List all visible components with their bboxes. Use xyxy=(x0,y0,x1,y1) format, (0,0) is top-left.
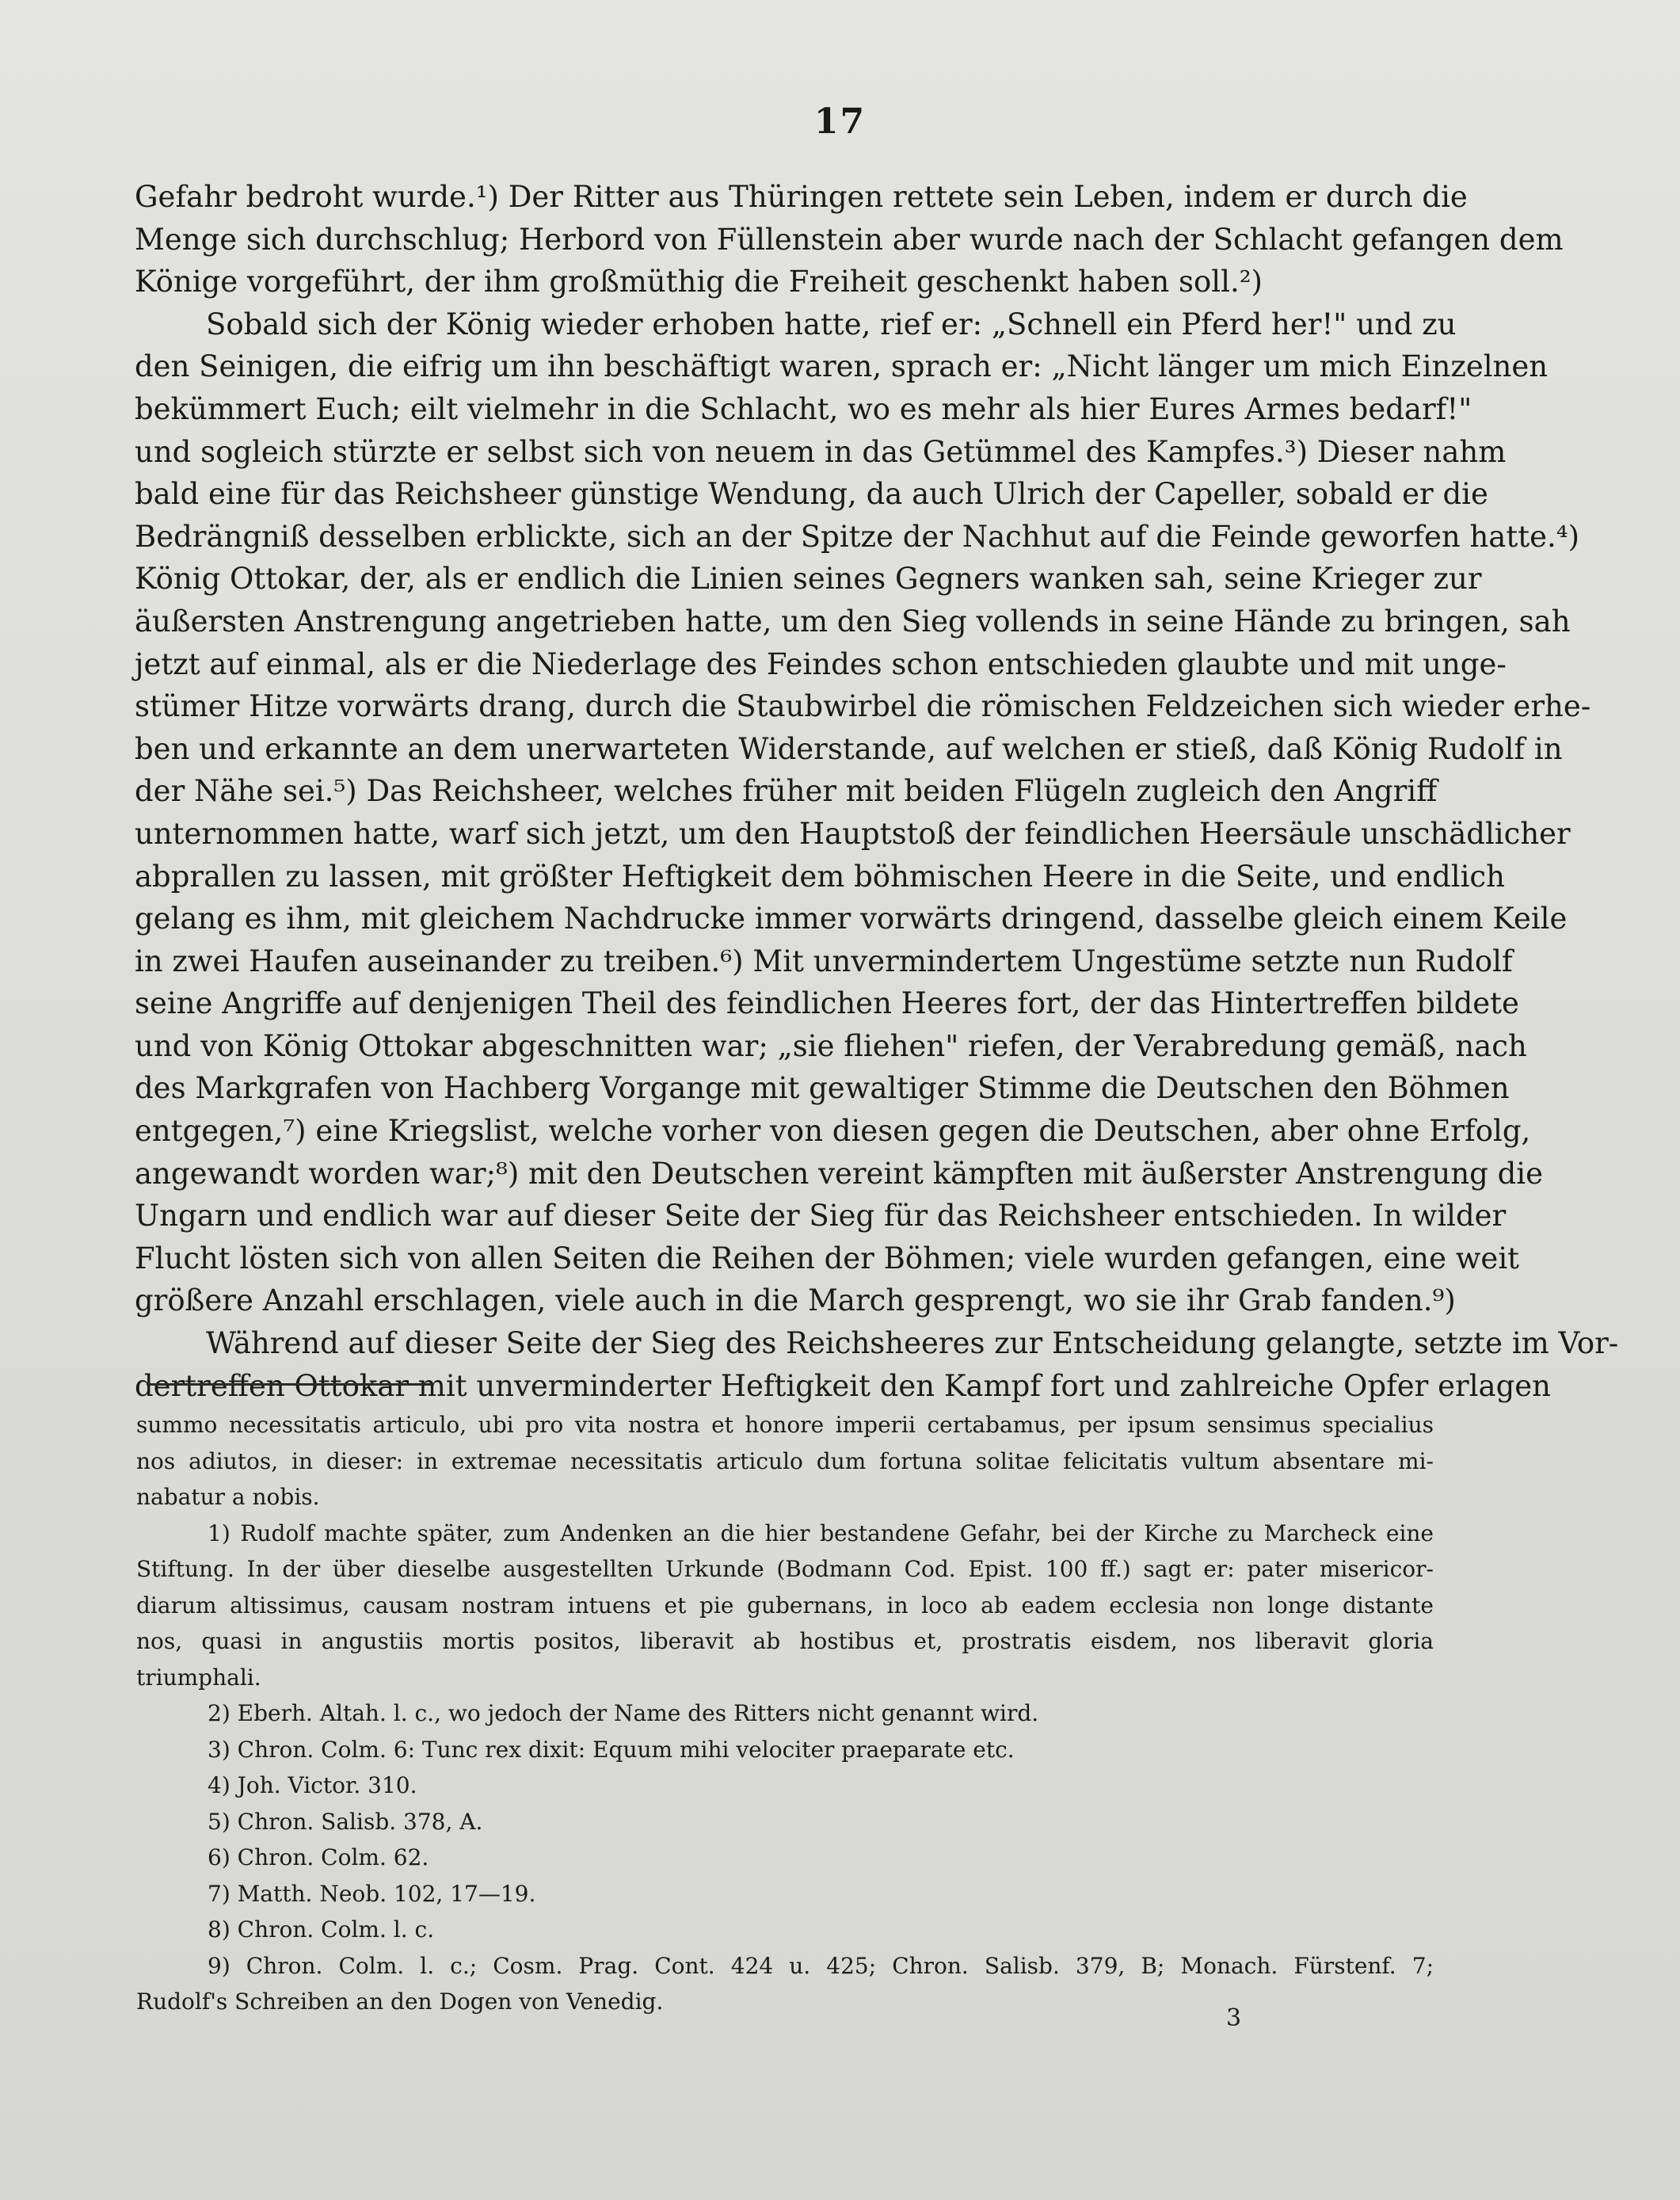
text-line: angewandt worden war;⁸) mit den Deutschen vereint kämpften mit äußerster Anstrengung die xyxy=(135,1156,1544,1191)
text-line: abprallen zu lassen, mit größter Heftigkeit dem böhmischen Heere in die Seite, und endlich xyxy=(135,859,1505,894)
text-line: der Nähe sei.⁵) Das Reichsheer, welches früher mit beiden Flügeln zugleich den Angriff xyxy=(135,774,1438,809)
text-line: unternommen hatte, warf sich jetzt, um den Hauptstoß der feindlichen Heersäule unschädlicher xyxy=(135,816,1571,851)
text-line: dertreffen Ottokar mit unverminderter Heftigkeit den Kampf fort und zahlreiche Opfer erlagen xyxy=(135,1368,1551,1403)
footnote-line: diarum altissimus, causam nostram intuens et pie gubernans, in loco ab eadem ecclesia non longe distante xyxy=(136,1592,1434,1619)
body-text xyxy=(135,176,1619,1407)
text-line: und sogleich stürzte er selbst sich von neuem in das Getümmel des Kampfes.³) Dieser nahm xyxy=(135,434,1507,469)
text-line: Bedrängniß desselben erblickte, sich an der Spitze der Nachhut auf die Feinde geworfen hatte.⁴) xyxy=(135,519,1580,554)
page-number: 17 xyxy=(813,101,867,142)
footnote-7: 7) Matth. Neob. 102, 17—19. xyxy=(208,1880,536,1907)
text-line: seine Angriffe auf denjenigen Theil des feindlichen Heeres fort, der das Hintertreffen bildete xyxy=(135,986,1519,1021)
text-line: Sobald sich der König wieder erhoben hatte, rief er: „Schnell ein Pferd her!" und zu xyxy=(206,307,1457,341)
text-line: den Seinigen, die eifrig um ihn beschäftigt waren, sprach er: „Nicht länger um mich Einzelnen xyxy=(135,349,1549,384)
text-line: Könige vorgeführt, der ihm großmüthig die Freiheit geschenkt haben soll.²) xyxy=(135,265,1263,299)
text-line: Ungarn und endlich war auf dieser Seite der Sieg für das Reichsheer entschieden. In wilder xyxy=(135,1199,1507,1233)
footnote-line: nabatur a nobis. xyxy=(136,1484,320,1510)
text-line: Flucht lösten sich von allen Seiten die Reihen der Böhmen; viele wurden gefangen, eine weit xyxy=(135,1241,1520,1275)
footnote-8: 8) Chron. Colm. l. c. xyxy=(208,1916,435,1943)
footnotes xyxy=(136,1407,1434,2020)
text-line: bekümmert Euch; eilt vielmehr in die Schlacht, wo es mehr als hier Eures Armes bedarf!" xyxy=(135,391,1472,426)
footnote-4: 4) Joh. Victor. 310. xyxy=(208,1772,417,1798)
footnote-continuation xyxy=(136,1407,1434,1516)
footnote-line: triumphali. xyxy=(136,1664,261,1691)
footnote-1 xyxy=(136,1516,1434,1696)
footnote-6: 6) Chron. Colm. 62. xyxy=(208,1844,429,1870)
footnote-line: Rudolf's Schreiben an den Dogen von Venedig. xyxy=(136,1988,664,2015)
text-line: König Ottokar, der, als er endlich die Linien seines Gegners wanken sah, seine Krieger zur xyxy=(135,562,1482,597)
text-line: Gefahr bedroht wurde.¹) Der Ritter aus Thüringen rettete sein Leben, indem er durch die xyxy=(135,180,1468,214)
text-line: Menge sich durchschlug; Herbord von Füllenstein aber wurde nach der Schlacht gefangen dem xyxy=(135,222,1564,257)
text-line: jetzt auf einmal, als er die Niederlage des Feindes schon entschieden glaubte und mit unge- xyxy=(135,646,1507,681)
text-line: und von König Ottokar abgeschnitten war; „sie fliehen" riefen, der Verabredung gemäß, nach xyxy=(135,1028,1527,1063)
footnote-line: summo necessitatis articulo, ubi pro vita nostra et honore imperii certabamus, per ipsum sensimus specialius xyxy=(136,1412,1434,1438)
text-line: ben und erkannte an dem unerwarteten Widerstande, auf welchen er stieß, daß König Rudolf in xyxy=(135,731,1563,766)
footnote-line: nos, quasi in angustiis mortis positos, liberavit ab hostibus et, prostratis eisdem, nos liberavit gloria xyxy=(136,1628,1434,1654)
footnote-line: nos adiutos, in dieser: in extremae necessitatis articulo dum fortuna solitae felicitatis vultum absentare mi- xyxy=(136,1447,1434,1474)
footnote-line: 9) Chron. Colm. l. c.; Cosm. Prag. Cont. 424 u. 425; Chron. Salisb. 379, B; Monach. Fürstenf. 7; xyxy=(208,1952,1434,1979)
footnote-line: 1) Rudolf machte später, zum Andenken an die hier bestandene Gefahr, bei der Kirche zu Marcheck eine xyxy=(208,1519,1434,1546)
footnote-3: 3) Chron. Colm. 6: Tunc rex dixit: Equum mihi velociter praeparate etc. xyxy=(208,1736,1015,1763)
text-line: äußersten Anstrengung angetrieben hatte, um den Sieg vollends in seine Hände zu bringen, sah xyxy=(135,604,1571,639)
text-line: stümer Hitze vorwärts drang, durch die Staubwirbel die römischen Feldzeichen sich wieder erhe- xyxy=(135,689,1591,724)
text-line: des Markgrafen von Hachberg Vorgange mit gewaltiger Stimme die Deutschen den Böhmen xyxy=(135,1071,1510,1106)
text-line: gelang es ihm, mit gleichem Nachdrucke immer vorwärts dringend, dasselbe gleich einem Keile xyxy=(135,902,1568,936)
footnote-line: Stiftung. In der über dieselbe ausgestellten Urkunde (Bodmann Cod. Epist. 100 ff.) sagt er: pater misericor- xyxy=(136,1556,1434,1582)
text-line: in zwei Haufen auseinander zu treiben.⁶) Mit unvermindertem Ungestüme setzte nun Rudolf xyxy=(135,944,1513,978)
text-line: bald eine für das Reichsheer günstige Wendung, da auch Ulrich der Capeller, sobald er die xyxy=(135,477,1488,512)
signature-mark: 3 xyxy=(1226,2004,1242,2032)
text-line: entgegen,⁷) eine Kriegslist, welche vorher von diesen gegen die Deutschen, aber ohne Erfolg, xyxy=(135,1114,1531,1149)
footnote-5: 5) Chron. Salisb. 378, A. xyxy=(208,1808,483,1835)
footnote-divider xyxy=(147,1383,432,1386)
text-line: Während auf dieser Seite der Sieg des Reichsheeres zur Entscheidung gelangte, setzte im Vor- xyxy=(206,1326,1619,1361)
text-line: größere Anzahl erschlagen, viele auch in die March gesprengt, wo sie ihr Grab fanden.⁹) xyxy=(135,1283,1456,1318)
footnote-2: 2) Eberh. Altah. l. c., wo jedoch der Name des Ritters nicht genannt wird. xyxy=(208,1700,1039,1726)
